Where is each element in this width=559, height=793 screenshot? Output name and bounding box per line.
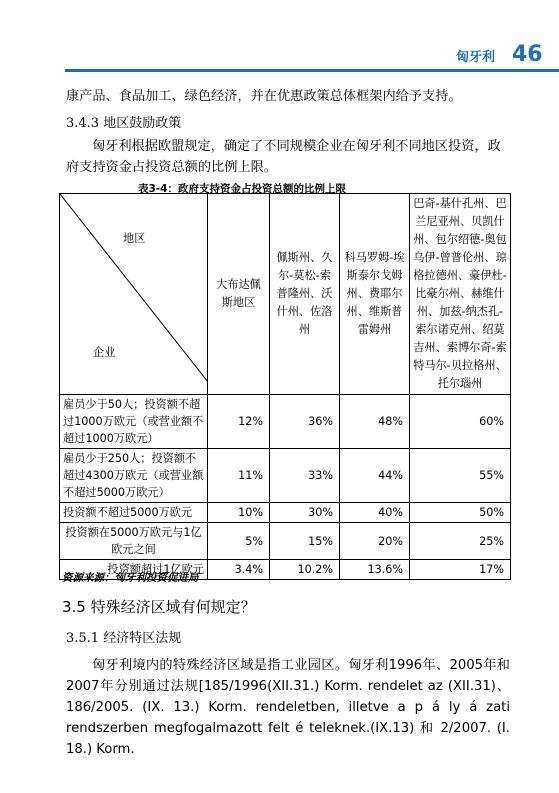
corner-diagonal-line [60, 194, 208, 382]
table-cell: 48% [340, 395, 410, 449]
row-label: 投资额不超过5000万欧元 [60, 503, 208, 523]
paragraph-3-4-3: 匈牙利根据欧盟规定，确定了不同规模企业在匈牙利不同地区投资，政府支持资金占投资总额的比例上限。 [66, 139, 501, 175]
table-cell: 15% [270, 523, 340, 560]
table-row [60, 523, 511, 560]
column-header-budapest: 大布达佩斯地区 [208, 194, 270, 395]
row-label: 雇员少于50人；投资额不超过1000万欧元（或营业额不超过1000万欧元） [60, 395, 208, 449]
section-heading-3-5-1: 3.5.1 经济特区法规 [66, 631, 182, 646]
table-cell: 60% [410, 395, 511, 449]
table-cell: 10% [208, 503, 270, 523]
table-cell: 25% [410, 523, 511, 560]
table-cell: 36% [270, 395, 340, 449]
column-header-komarom-region: 科马罗姆-埃斯泰尔戈姆州、费耶尔州、维斯普雷姆州 [340, 194, 410, 395]
header-rule [65, 69, 559, 72]
table-cell: 33% [270, 449, 340, 503]
paragraph-3-5-1: 匈牙利境内的特殊经济区域是指工业园区。匈牙利1996年、2005年和2007年分别通过法规[185/1996(XII.31.) Korm. rendelet az (XII.31)、186/2005. (IX. 13.) Korm. rendeletben, illetve a p á ly á zati rendszerben megfogalmazott felt é teleknek.(IX.13) 和 2/2007. (I. 18.) Korm. [66, 658, 510, 757]
table-cell: 44% [340, 449, 410, 503]
row-label: 投资额在5000万欧元与1亿欧元之间 [60, 523, 208, 560]
table-cell: 13.6% [340, 560, 410, 580]
table-cell: 10.2% [270, 560, 340, 580]
table-cell: 11% [208, 449, 270, 503]
table-row [60, 449, 511, 503]
corner-cell [60, 194, 208, 395]
table-cell: 30% [270, 503, 340, 523]
table-cell: 20% [340, 523, 410, 560]
table-cell: 5% [208, 523, 270, 560]
page-number: 46 [512, 42, 543, 67]
row-label: 投资额超过1亿欧元 [60, 560, 208, 580]
running-header-country: 匈牙利 [456, 50, 496, 65]
column-header-other-regions: 巴奇-基什孔州、巴兰尼亚州、贝凯什州、包尔绍德-奥包乌伊-曾普伦州、琼格拉德州、豪伊杜-比豪尔州、赫维什州、加兹-纳杰孔-索尔诺克州、绍莫吉州、索博尔奇-索特马尔-贝拉格州、托尔瑙州 [410, 194, 511, 395]
table-cell: 50% [410, 503, 511, 523]
table-row [60, 395, 511, 449]
subsidy-ceiling-table [59, 193, 511, 580]
table-cell: 40% [340, 503, 410, 523]
row-label: 雇员少于250人；投资额不超过4300万欧元（或营业额不超过5000万欧元） [60, 449, 208, 503]
section-heading-3-4-3: 3.4.3 地区鼓励政策 [66, 116, 182, 131]
table-cell: 12% [208, 395, 270, 449]
section-heading-3-5: 3.5 特殊经济区域有何规定？ [62, 598, 256, 616]
top-paragraph: 康产品、食品加工、绿色经济，并在优惠政策总体框架内给予支持。 [66, 89, 462, 104]
table-source-note: 资源来源：匈牙利投资促进局 [62, 572, 199, 584]
table-row [60, 503, 511, 523]
table-header-row [60, 194, 511, 395]
table-cell: 17% [410, 560, 511, 580]
corner-label-enterprise: 企业 [93, 346, 116, 359]
corner-label-region: 地区 [123, 232, 146, 245]
table-cell: 55% [410, 449, 511, 503]
table-caption: 表3-4：政府支持资金占投资总额的比例上限 [138, 183, 346, 195]
column-header-pest-region: 佩斯州、久尔-莫松-索普隆州、沃什州、佐洛州 [270, 194, 340, 395]
table-cell: 3.4% [208, 560, 270, 580]
